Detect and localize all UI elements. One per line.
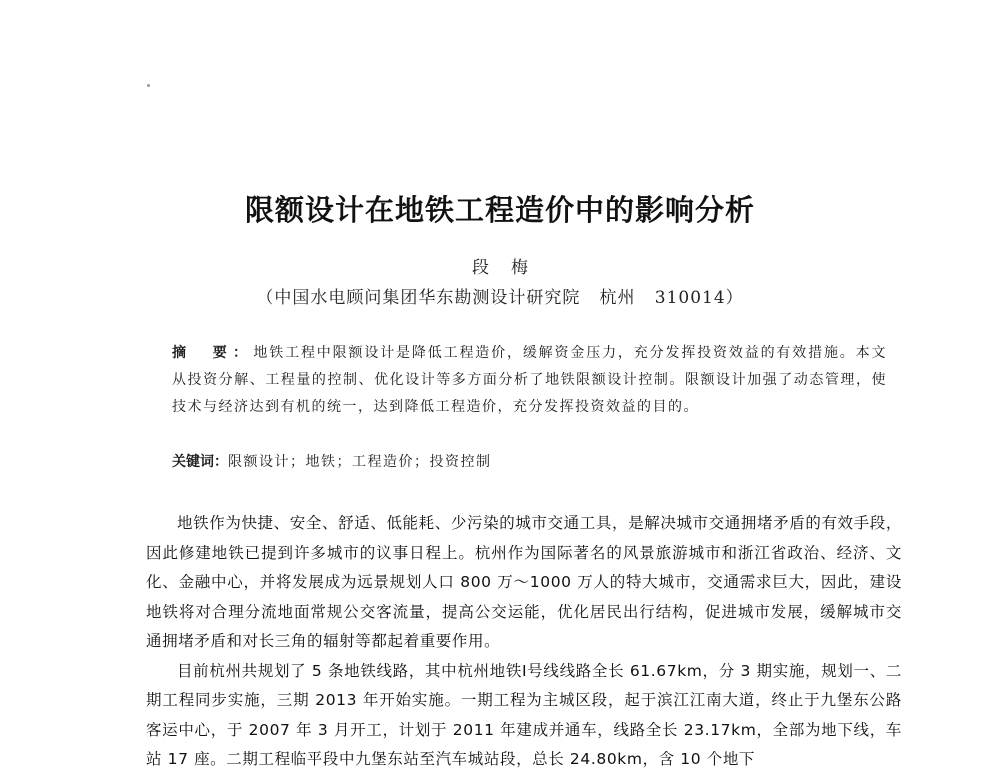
keywords <box>172 451 887 471</box>
author-name: 段梅 <box>472 258 550 278</box>
body-paragraph: 目前杭州共规划了 5 条地铁线路，其中杭州地铁Ⅰ号线线路全长 61.67km，分 3 期实施，规划一、二期工程同步实施，三期 2013 年开始实施。一期工程为主城区段，起于滨江江南大道，终止于九堡东公路客运中心，于 2007 年 3 月开工，计划于 2011 年建成并通车，线路全长 23.17km，全部为地下线，车站 17 座。二期工程临平段中九堡东站至汽车城站段，总长 24.80km，含 10 个地下 <box>146 661 902 768</box>
paper-title: 限额设计在地铁工程造价中的影响分析 <box>244 193 755 227</box>
abstract-label: 摘 要： <box>172 345 254 361</box>
abstract <box>172 340 887 421</box>
scan-speck <box>147 84 150 87</box>
body-text <box>146 509 902 775</box>
body-paragraph: 地铁作为快捷、安全、舒适、低能耗、少污染的城市交通工具，是解决城市交通拥堵矛盾的有效手段，因此修建地铁已提到许多城市的议事日程上。杭州作为国际著名的风景旅游城市和浙江省政治、经济、文化、金融中心，并将发展成为远景规划人口 800 万～1000 万人的特大城市，交通需求巨大，因此，建设地铁将对合理分流地面常规公交客流量，提高公交运能，优化居民出行结构，促进城市发展，缓解城市交通拥堵矛盾和对长三角的辐射等都起着重要作用。 <box>146 514 902 650</box>
author-affiliation: （中国水电顾问集团华东勘测设计研究院 杭州 310014） <box>256 288 744 308</box>
abstract-text: 地铁工程中限额设计是降低工程造价，缓解资金压力，充分发挥投资效益的有效措施。本文从投资分解、工程量的控制、优化设计等多方面分析了地铁限额设计控制。限额设计加强了动态管理，使技术与经济达到有机的统一，达到降低工程造价，充分发挥投资效益的目的。 <box>172 345 888 415</box>
keywords-text: 限额设计；地铁；工程造价；投资控制 <box>228 454 492 470</box>
keywords-label: 关键词： <box>172 454 228 470</box>
